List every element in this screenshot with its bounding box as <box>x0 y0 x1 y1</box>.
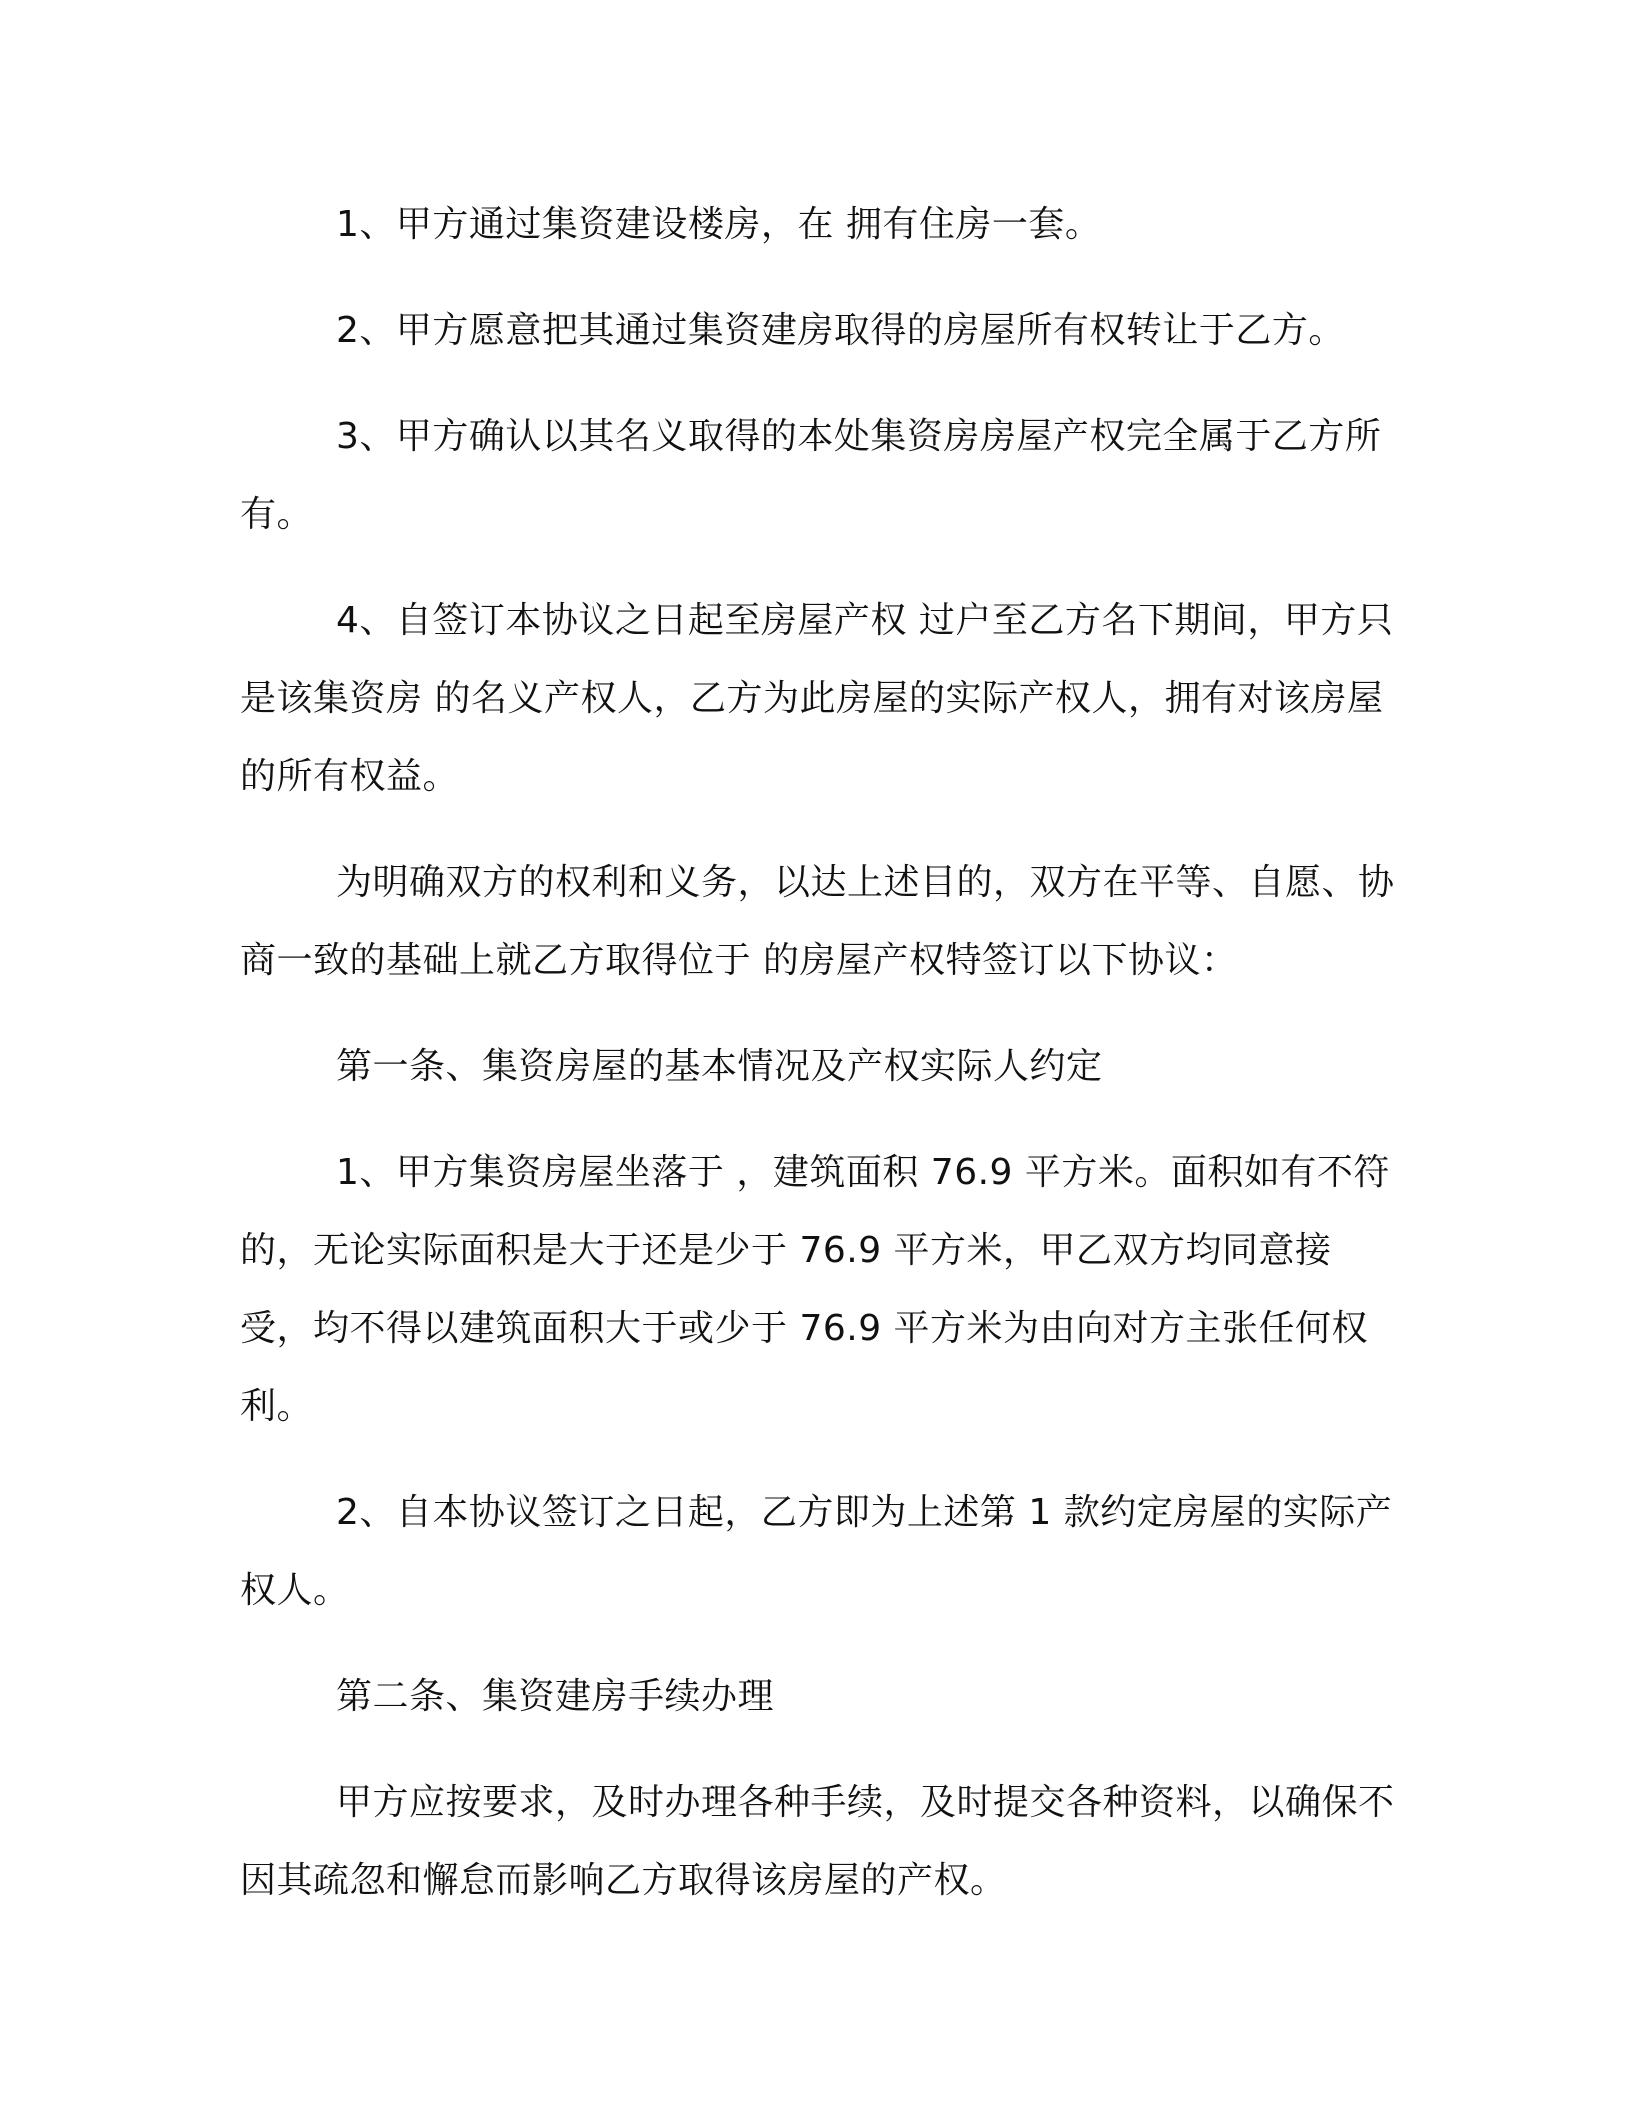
clause-3-paragraph: 3、甲方确认以其名义取得的本处集资房房屋产权完全属于乙方所有。 <box>240 416 1382 535</box>
document-body <box>240 186 1400 1948</box>
article-1-heading: 第一条、集资房屋的基本情况及产权实际人约定 <box>336 1046 1103 1087</box>
clause-1-paragraph: 1、甲方通过集资建设楼房，在 拥有住房一套。 <box>336 204 1102 245</box>
article-2-heading: 第二条、集资建房手续办理 <box>336 1676 775 1717</box>
article-1-item-1: 1、甲方集资房屋坐落于 ，建筑面积 76.9 平方米。面积如有不符的，无论实际面积是大于还是少于 76.9 平方米，甲乙双方均同意接受，均不得以建筑面积大于或少于 76.9 平方米为由向对方主张任何权利。 <box>240 1152 1390 1427</box>
article-1-item-2: 2、自本协议签订之日起，乙方即为上述第 1 款约定房屋的实际产权人。 <box>240 1492 1393 1611</box>
article-2-paragraph: 甲方应按要求，及时办理各种手续，及时提交各种资料，以确保不因其疏忽和懈怠而影响乙方取得该房屋的产权。 <box>240 1782 1395 1901</box>
clause-4-paragraph: 4、自签订本协议之日起至房屋产权 过户至乙方名下期间，甲方只是该集资房 的名义产权人，乙方为此房屋的实际产权人，拥有对该房屋的所有权益。 <box>240 600 1394 797</box>
clause-2-paragraph: 2、甲方愿意把其通过集资建房取得的房屋所有权转让于乙方。 <box>336 310 1345 351</box>
purpose-paragraph: 为明确双方的权利和义务，以达上述目的，双方在平等、自愿、协商一致的基础上就乙方取得位于 的房屋产权特签订以下协议： <box>240 862 1395 981</box>
